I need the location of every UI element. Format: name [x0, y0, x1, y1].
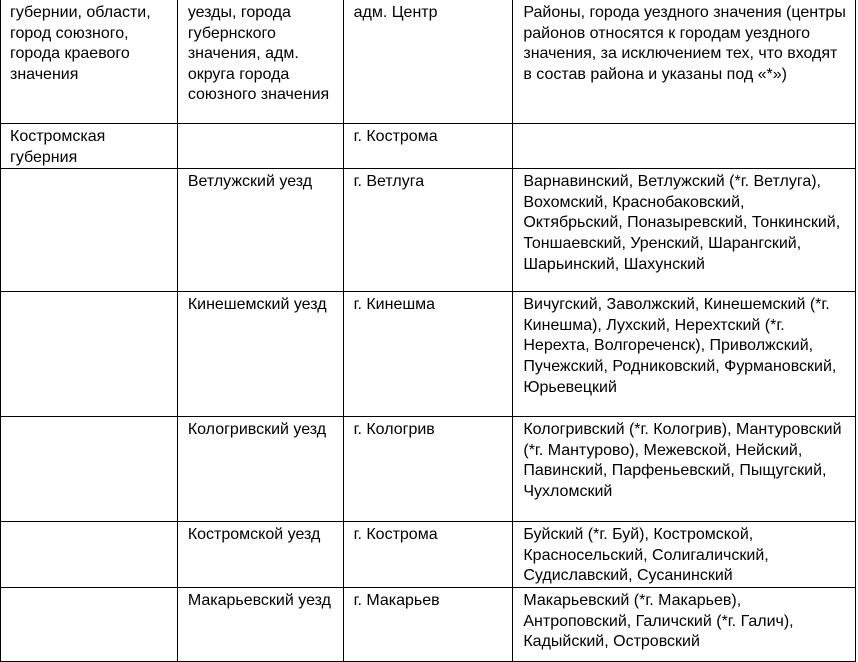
center-text: г. Кинешма — [353, 296, 436, 314]
uezd-cell — [177, 417, 343, 522]
table-row — [1, 587, 856, 661]
districts-cell — [513, 522, 856, 588]
districts-cell — [513, 587, 856, 661]
uezd-cell — [177, 587, 343, 661]
header-center-text: адм. Центр — [353, 4, 438, 21]
uezd-cell — [177, 522, 343, 588]
uezd-text: Макарьевский уезд — [187, 591, 331, 609]
center-cell — [343, 292, 513, 417]
header-cell-province — [1, 0, 178, 124]
table-header-row — [1, 0, 856, 124]
uezd-text: Кинешемский уезд — [187, 296, 327, 314]
table-row — [1, 124, 856, 169]
uezd-cell — [177, 292, 343, 417]
province-text: Костромская губерния — [10, 128, 106, 166]
province-cell — [1, 522, 178, 588]
uezd-cell — [177, 169, 343, 292]
center-text: г. Ветлуга — [353, 173, 425, 191]
table-row — [1, 522, 856, 588]
province-cell — [1, 169, 178, 292]
center-cell — [343, 522, 513, 588]
center-cell — [343, 124, 513, 169]
center-text: г. Кологрив — [353, 421, 435, 439]
districts-cell — [513, 124, 856, 169]
province-cell — [1, 417, 178, 522]
uezd-text: Ветлужский уезд — [187, 173, 313, 191]
districts-text: Варнавинский, Ветлужский (*г. Ветлуга), Вохомский, Краснобаковский, Октябрьский, Поназыревский, Тонкинский, Тоншаевский, Уренский, Шарангский, Шарьинский, Шахунский — [523, 173, 841, 273]
districts-text: Кологривский (*г. Кологрив), Мантуровский (*г. Мантурово), Межевской, Нейский, Павинский, Парфеньевский, Пыщугский, Чухломский — [523, 421, 842, 500]
table-row — [1, 169, 856, 292]
districts-cell — [513, 292, 856, 417]
districts-cell — [513, 417, 856, 522]
province-cell — [1, 292, 178, 417]
center-cell — [343, 169, 513, 292]
province-cell — [1, 124, 178, 169]
uezd-cell — [177, 124, 343, 169]
header-cell-districts — [513, 0, 856, 124]
header-districts-text: Районы, города уездного значения (центры районов относятся к городам уездного значения, за исключением тех, что входят в состав района и указаны под «*») — [523, 4, 846, 83]
header-province-text: губернии, области, город союзного, города краевого значения — [10, 4, 151, 83]
province-cell — [1, 587, 178, 661]
table-row — [1, 292, 856, 417]
table-row — [1, 417, 856, 522]
center-cell — [343, 587, 513, 661]
center-text: г. Макарьев — [353, 591, 440, 609]
districts-text: Вичугский, Заволжский, Кинешемский (*г. Кинешма), Лухский, Нерехтский (*г. Нерехта, Волгореченск), Приволжский, Пучежский, Родниковский, Фурмановский, Юрьевецкий — [523, 296, 837, 396]
uezd-text: Кологривский уезд — [187, 421, 327, 439]
districts-cell — [513, 169, 856, 292]
center-text: г. Кострома — [353, 128, 438, 145]
header-uezd-text: уезды, города губернского значения, адм. округа города союзного значения — [187, 4, 330, 104]
header-cell-center — [343, 0, 513, 124]
districts-text: Макарьевский (*г. Макарьев), Антроповский, Галичский (*г. Галич), Кадыйский, Островский — [523, 591, 794, 651]
center-cell — [343, 417, 513, 522]
header-cell-uezd — [177, 0, 343, 124]
districts-text: Буйский (*г. Буй), Костромской, Красносельский, Солигаличский, Судиславский, Сусанинский — [523, 526, 769, 585]
center-text: г. Кострома — [353, 526, 438, 544]
uezd-text: Костромской уезд — [187, 526, 321, 544]
